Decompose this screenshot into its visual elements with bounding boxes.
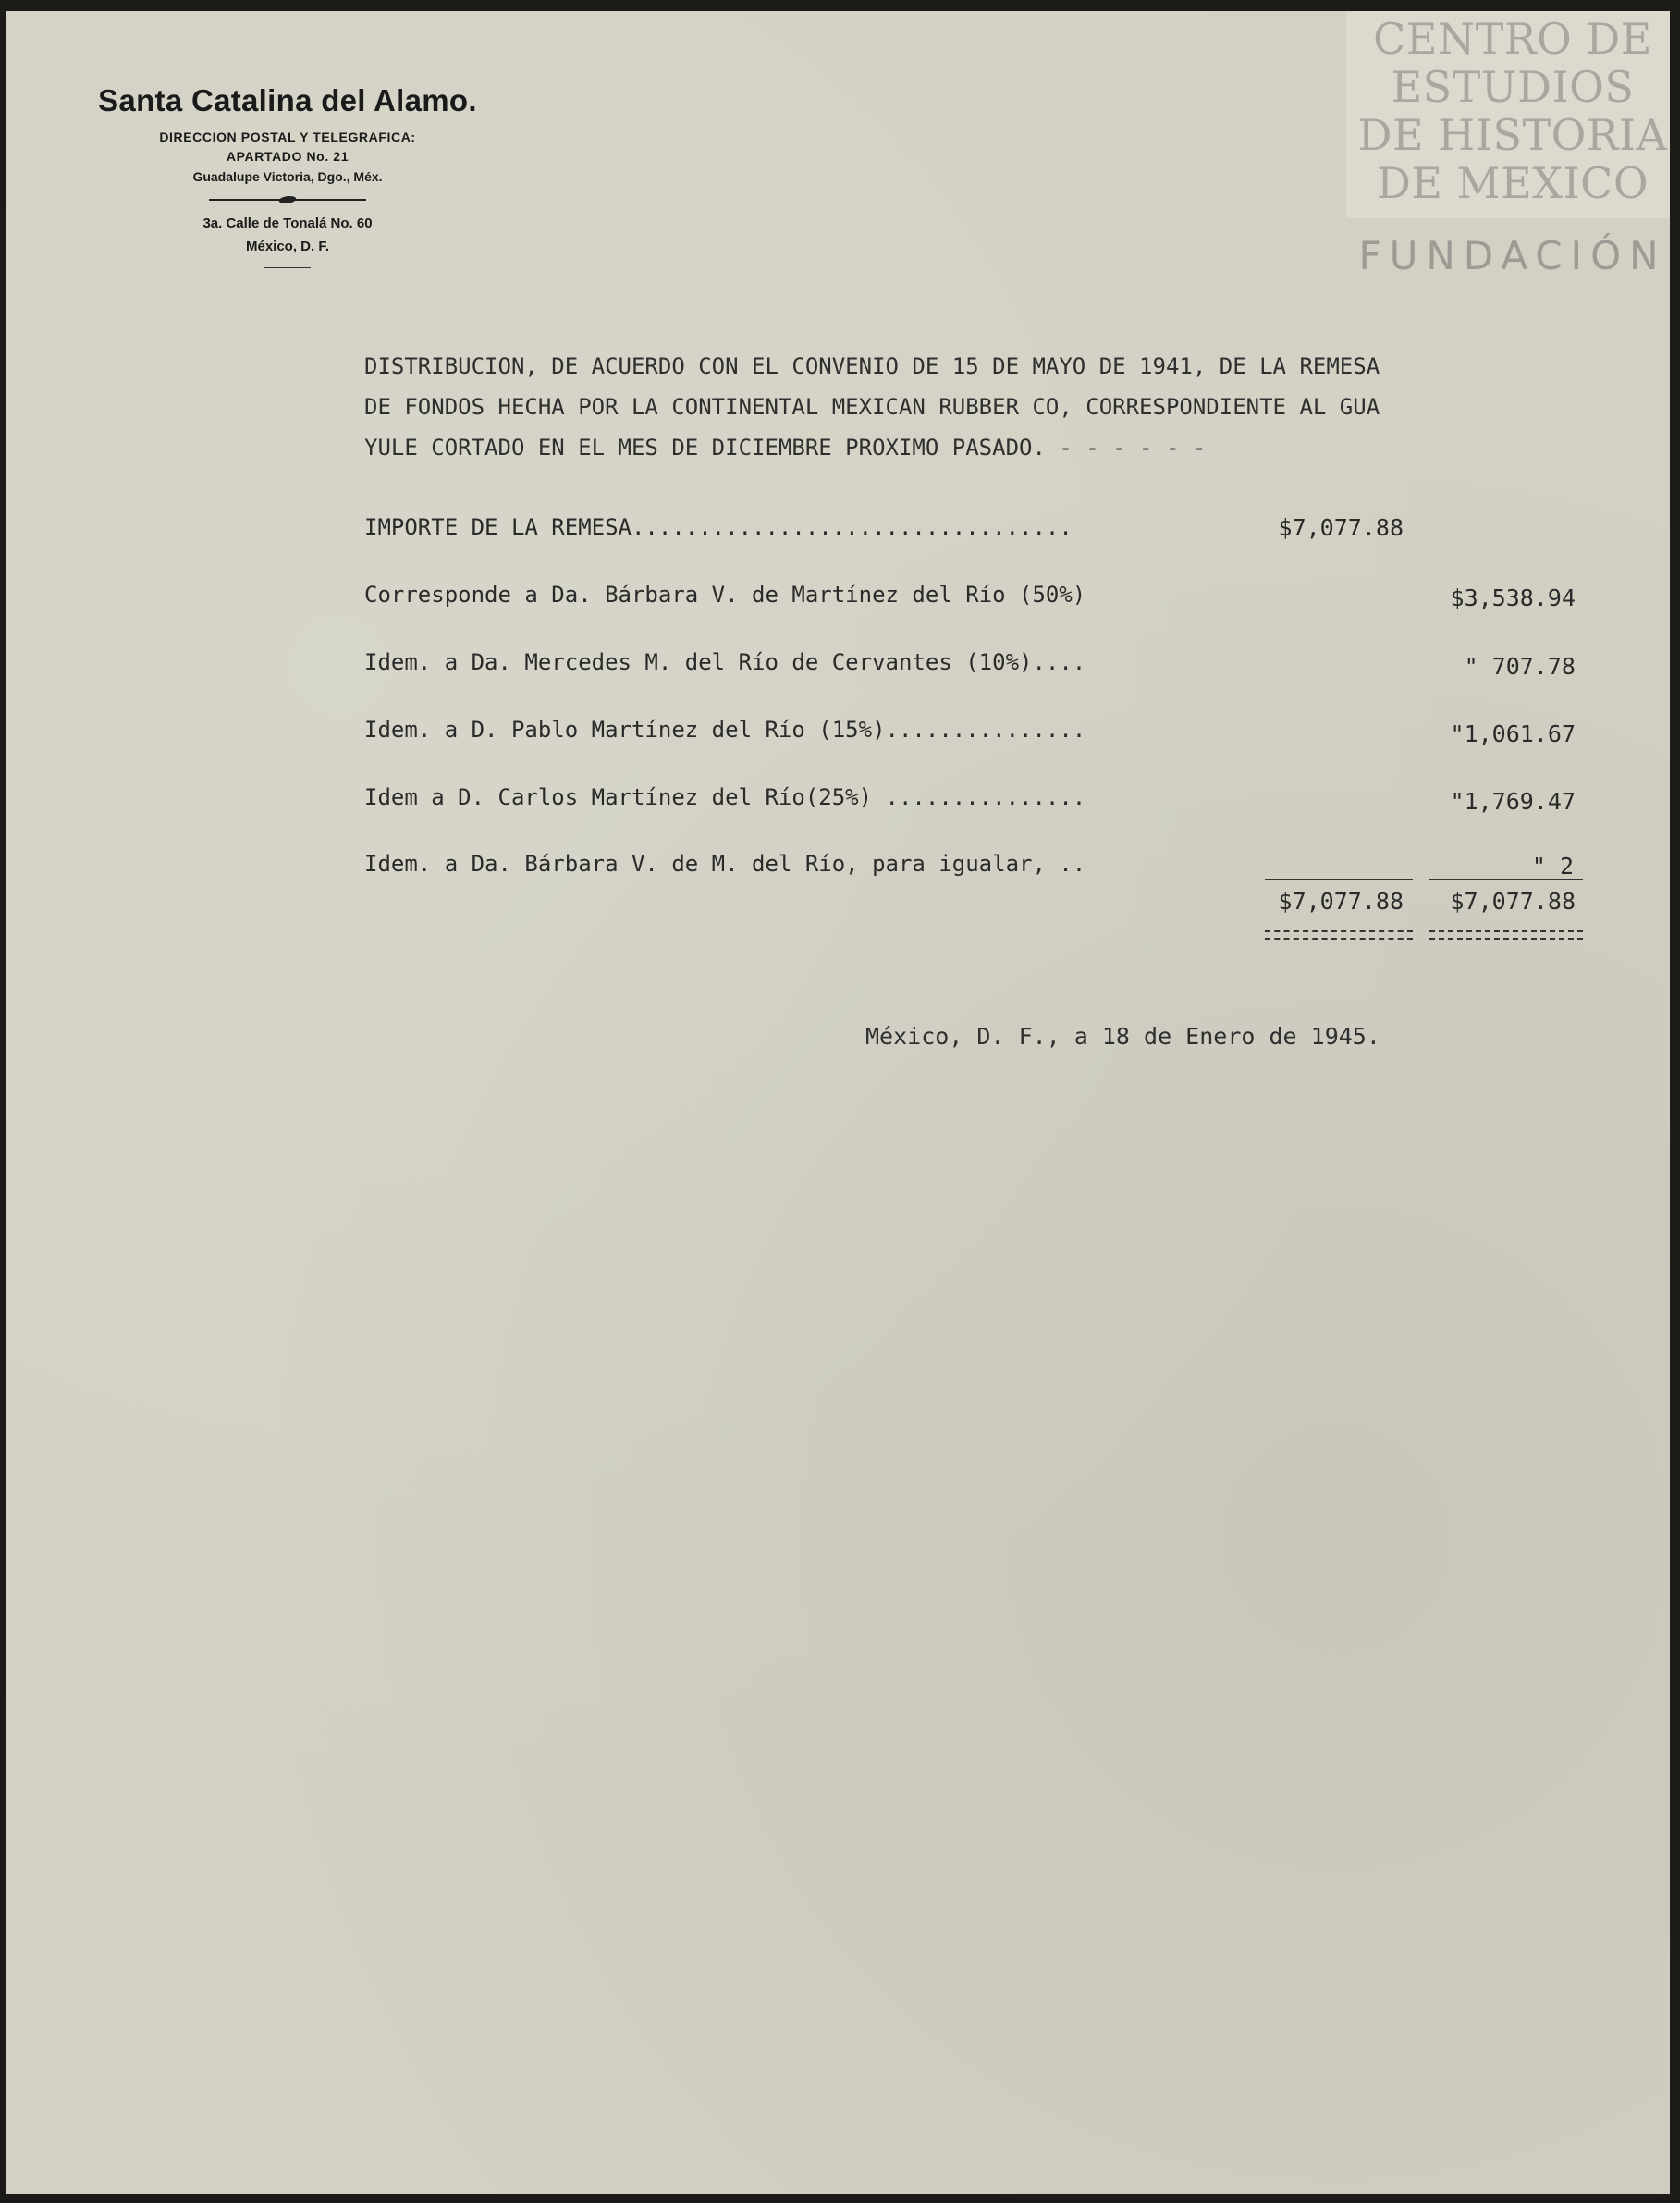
- intro-line-3: YULE CORTADO EN EL MES DE DICIEMBRE PROXIMO PASADO. - - - - - -: [364, 435, 1207, 461]
- total-double-rule-col1: [1265, 930, 1413, 940]
- ornament-divider: [209, 199, 366, 201]
- postal-address-heading: DIRECCION POSTAL Y TELEGRAFICA:: [159, 129, 416, 144]
- watermark-line-2: ESTUDIOS: [1391, 62, 1635, 112]
- ledger-row-amount-col2: $3,538.94: [1450, 585, 1576, 611]
- ledger-row-label: Idem. a D. Pablo Martínez del Río (15%)...............: [364, 717, 1086, 743]
- city: México, D. F.: [245, 239, 330, 254]
- ledger-row-label: Idem a D. Carlos Martínez del Río(25%) ...............: [364, 784, 1086, 810]
- ledger-row-amount-col2: "1,061.67: [1450, 720, 1576, 747]
- subtotal-rule-col1: [1265, 879, 1413, 880]
- company-name: Santa Catalina del Alamo.: [98, 83, 477, 117]
- intro-line-2: DE FONDOS HECHA POR LA CONTINENTAL MEXICAN RUBBER CO, CORRESPONDIENTE AL GUA: [364, 394, 1380, 420]
- town: Guadalupe Victoria, Dgo., Méx.: [192, 169, 383, 184]
- ledger-row-label: IMPORTE DE LA REMESA.................................: [364, 514, 1073, 540]
- document-date: México, D. F., a 18 de Enero de 1945.: [865, 1023, 1380, 1050]
- watermark-line-4: DE MEXICO: [1376, 158, 1649, 208]
- watermark-fundacion: FUNDACIÓN: [1358, 233, 1667, 278]
- street-address: 3a. Calle de Tonalá No. 60: [202, 215, 373, 231]
- document-page: [6, 11, 1670, 2194]
- total-col1: $7,077.88: [1278, 888, 1404, 915]
- intro-line-1: DISTRIBUCION, DE ACUERDO CON EL CONVENIO DE 15 DE MAYO DE 1941, DE LA REMESA: [364, 353, 1380, 379]
- ledger-row-amount-col2: " 707.78: [1464, 653, 1576, 680]
- watermark-line-3: DE HISTORIA: [1357, 110, 1668, 160]
- subtotal-rule-col2: [1429, 879, 1583, 880]
- ledger-row-amount-col2: "1,769.47: [1450, 788, 1576, 815]
- ledger-row-amount-col2: " 2: [1531, 853, 1574, 880]
- watermark-line-1: CENTRO DE: [1373, 14, 1652, 64]
- ledger-row-amount-col1: $7,077.88: [1278, 514, 1404, 541]
- po-box: APARTADO No. 21: [226, 149, 349, 164]
- ledger-row-label: Idem. a Da. Bárbara V. de M. del Río, para igualar, ..: [364, 851, 1086, 877]
- watermark-box: [1346, 11, 1670, 218]
- letterhead: [70, 83, 505, 268]
- short-rule: [264, 267, 311, 268]
- ledger-row-label: Corresponde a Da. Bárbara V. de Martínez del Río (50%): [364, 582, 1086, 608]
- total-double-rule-col2: [1429, 930, 1583, 940]
- intro-paragraph: [364, 346, 1380, 468]
- ledger-row-label: Idem. a Da. Mercedes M. del Río de Cervantes (10%)....: [364, 649, 1086, 675]
- archive-watermark: [1346, 11, 1670, 278]
- total-col2: $7,077.88: [1450, 888, 1576, 915]
